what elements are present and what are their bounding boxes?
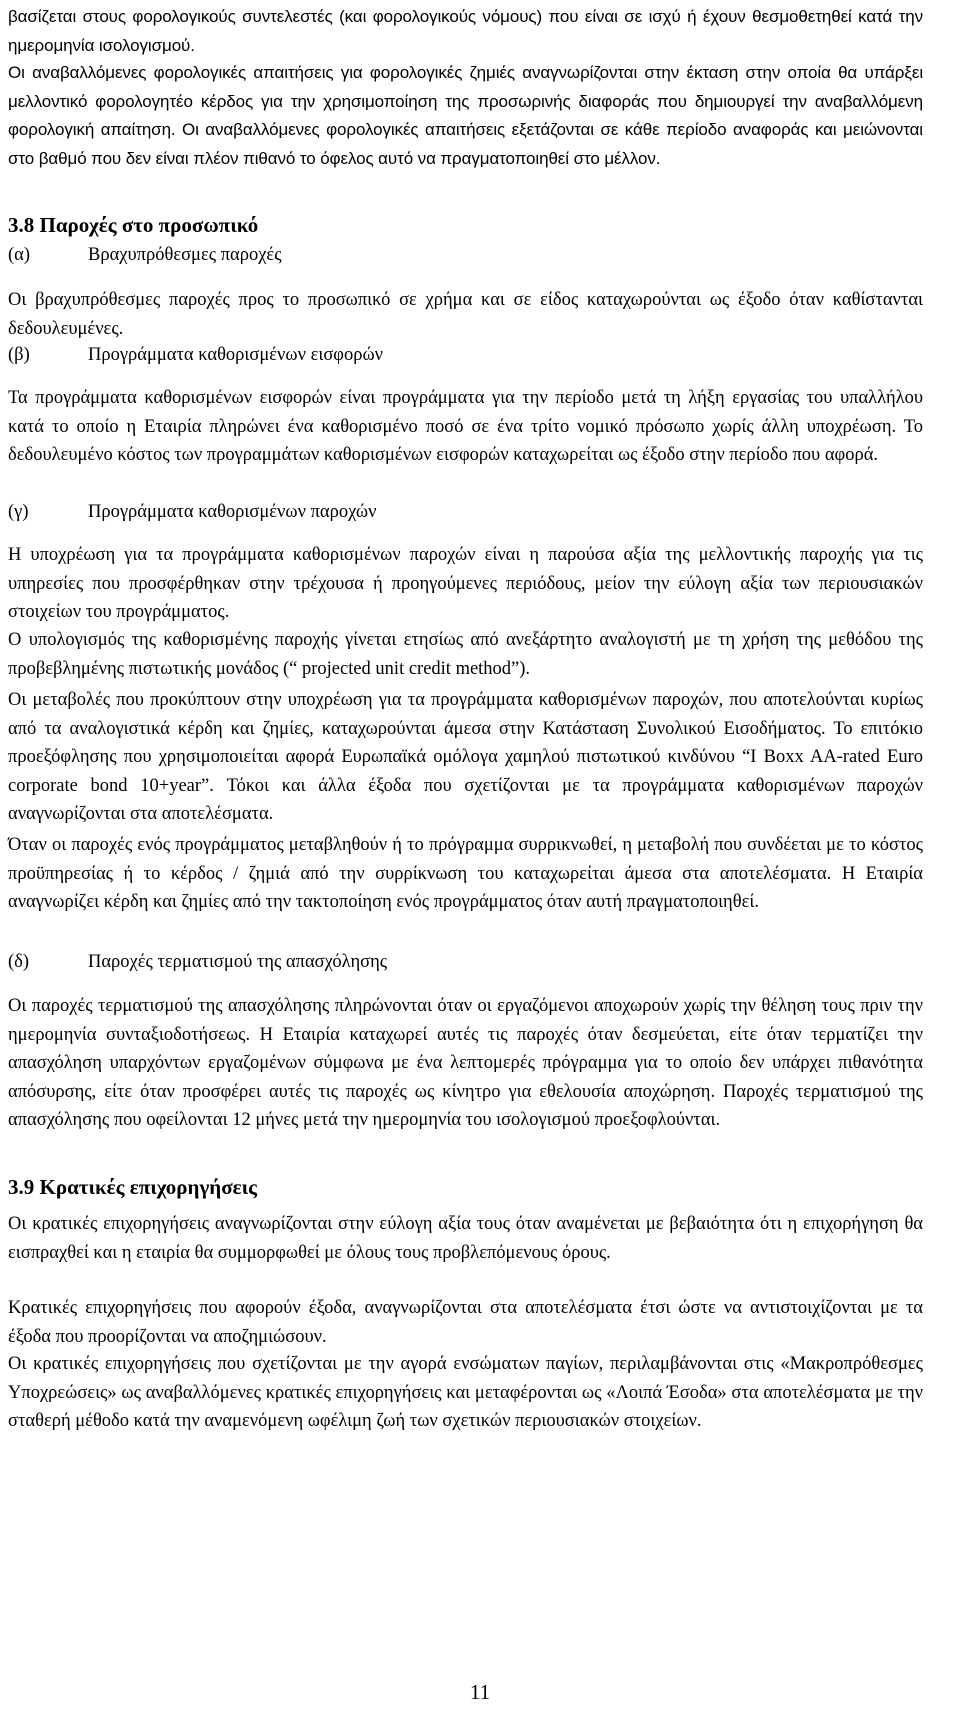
subsection-c-title: Προγράμματα καθορισμένων παροχών — [88, 502, 377, 522]
paragraph-grants-2: Κρατικές επιχορηγήσεις που αφορούν έξοδα, αναγνωρίζονται στα αποτελέσματα έτσι ώστε να αντιστοιχίζονται με τα έξοδα που προορίζονται να αποζημιώσουν. — [8, 1298, 923, 1347]
subsection-b-label: (β) — [8, 345, 30, 365]
subsection-a-label: (α) — [8, 245, 31, 265]
subsection-d-title: Παροχές τερματισμού της απασχόλησης — [88, 952, 388, 972]
paragraph-defined-benefit-4: Όταν οι παροχές ενός προγράμματος μεταβληθούν ή το πρόγραμμα συρρικνωθεί, η μεταβολή που συνδέεται με το κόστος προϋπηρεσίας ή το κέρδος / ζημιά από την συρρίκνωση του καταχωρείται άμεσα στα αποτελέσματα. Η Εταιρία αναγνωρίζει κέρδη και ζημίες από την τακτοποίηση ενός προγράμματος όταν αυτή πραγματοποιηθεί. — [8, 835, 923, 912]
paragraph-defined-benefit-2: Ο υπολογισμός της καθορισμένης παροχής γίνεται ετησίως από ανεξάρτητο αναλογιστή με τη χρήση της μεθόδου της προβεβλημένης πιστωτικής μονάδος (“ projected unit credit method”). — [8, 630, 923, 679]
section-heading-3-8: 3.8 Παροχές στο προσωπικό — [8, 213, 259, 237]
subsection-a-title: Βραχυπρόθεσμες παροχές — [88, 245, 282, 265]
paragraph-tax-rates: βασίζεται στους φορολογικούς συντελεστές (και φορολογικούς νόμους) που είναι σε ισχύ ή έχουν θεσμοθετηθεί κατά την ημερομηνία ισολογισμού. — [8, 7, 923, 55]
paragraph-short-term: Οι βραχυπρόθεσμες παροχές προς το προσωπικό σε χρήμα και σε είδος καταχωρούνται ως έξοδο όταν καθίστανται δεδουλευμένες. — [8, 290, 923, 339]
paragraph-termination: Οι παροχές τερματισμού της απασχόλησης πληρώνονται όταν οι εργαζόμενοι αποχωρούν χωρίς την θέληση τους πριν την ημερομηνία συνταξιοδοτήσεως. Η Εταιρία καταχωρεί αυτές τις παροχές όταν δεσμεύεται, είτε όταν τερματίζει την απασχόληση υπαρχόντων εργαζομένων σύμφωνα με ένα λεπτομερές πρόγραμμα για το οποίο δεν υπάρχει πιθανότητα απόσυρσης, είτε όταν προσφέρει αυτές τις παροχές ως κίνητρο για εθελουσία αποχώρηση. Παροχές τερματισμού της απασχόλησης που οφείλονται 12 μήνες μετά την ημερομηνία του ισολογισμού προεξοφλούνται. — [8, 996, 923, 1130]
paragraph-grants-1: Οι κρατικές επιχορηγήσεις αναγνωρίζονται στην εύλογη αξία τους όταν αναμένεται με βεβαιότητα ότι η επιχορήγηση θα εισπραχθεί και η εταιρία θα συμμορφωθεί με όλους τους προβλεπόμενους όρους. — [8, 1214, 923, 1263]
section-heading-3-9: 3.9 Κρατικές επιχορηγήσεις — [8, 1175, 257, 1199]
subsection-d-label: (δ) — [8, 952, 30, 972]
paragraph-deferred-tax: Οι αναβαλλόμενες φορολογικές απαιτήσεις για φορολογικές ζημιές αναγνωρίζονται στην έκταση στην οποία θα υπάρξει μελλοντικό φορολογητέο κέρδος για την χρησιμοποίηση της προσωρινής διαφοράς που δημιουργεί την αναβαλλόμενη φορολογική απαίτηση. Οι αναβαλλόμενες φορολογικές απαιτήσεις εξετάζονται σε κάθε περίοδο αναφοράς και μειώνονται στο βαθμό που δεν είναι πλέον πιθανό το όφελος αυτό να πραγματοποιηθεί στο μέλλον. — [8, 63, 923, 168]
paragraph-grants-3: Οι κρατικές επιχορηγήσεις που σχετίζονται με την αγορά ενσώματων παγίων, περιλαμβάνονται στις «Μακροπρόθεσμες Υποχρεώσεις» ως αναβαλλόμενες κρατικές επιχορηγήσεις και μεταφέρονται ως «Λοιπά Έσοδα» στα αποτελέσματα με την σταθερή μέθοδο κατά την αναμενόμενη ωφέλιμη ζωή των σχετικών περιουσιακών στοιχείων. — [8, 1354, 923, 1431]
subsection-b-title: Προγράμματα καθορισμένων εισφορών — [88, 345, 384, 365]
paragraph-defined-benefit-3: Οι μεταβολές που προκύπτουν στην υποχρέωση για τα προγράμματα καθορισμένων παροχών, που αποτελούνται κυρίως από τα αναλογιστικά κέρδη και ζημίες, καταχωρούνται άμεσα στην Κατάσταση Συνολικού Εισοδήματος. Το επιτόκιο προεξόφλησης που χρησιμοποιείται αφορά Ευρωπαϊκά ομόλογα χαμηλού πιστωτικού κινδύνου “I Boxx AA-rated Euro corporate bond 10+year”. Τόκοι και άλλα έξοδα που σχετίζονται με τα προγράμματα καθορισμένων παροχών αναγνωρίζονται στα αποτελέσματα. — [8, 690, 923, 824]
subsection-c-label: (γ) — [8, 502, 29, 522]
paragraph-defined-benefit-1: Η υποχρέωση για τα προγράμματα καθορισμένων παροχών είναι η παρούσα αξία της μελλοντικής παροχής για τις υπηρεσίες που προσφέρθηκαν στην τρέχουσα ή προηγούμενες περιόδους, μείον την εύλογη αξία των περιουσιακών στοιχείων του προγράμματος. — [8, 545, 923, 622]
paragraph-defined-contribution: Τα προγράμματα καθορισμένων εισφορών είναι προγράμματα για την περίοδο μετά τη λήξη εργασίας του υπαλλήλου κατά το οποίο η Εταιρία πληρώνει ένα καθορισμένο ποσό σε ένα τρίτο νομικό πρόσωπο χωρίς άλλη υποχρέωση. Το δεδουλευμένο κόστος των προγραμμάτων καθορισμένων εισφορών καταχωρείται ως έξοδο στην περίοδο που αφορά. — [8, 388, 923, 465]
page-number: 11 — [469, 1680, 491, 1704]
